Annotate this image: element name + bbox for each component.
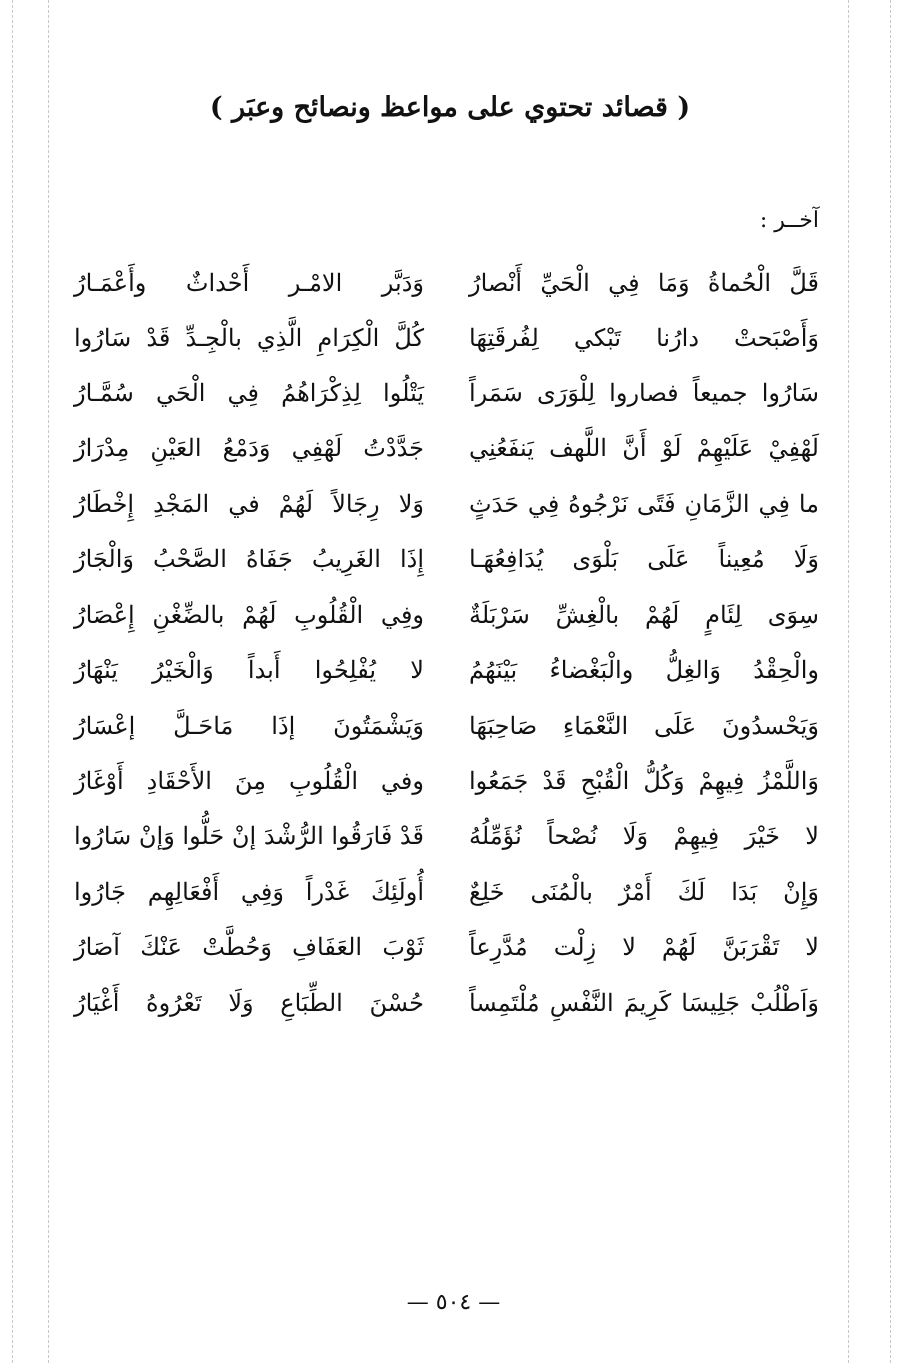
verse-first-hemistich: وَأَصْبَحتْ دارُنا تَبْكي لِفُرقَتِهَا bbox=[469, 324, 819, 352]
verse-first-hemistich: وَاللَّمْزُ فِيهِمْ وَكُلُّ الْقُبْحِ قَدْ جَمَعُوا bbox=[469, 767, 819, 795]
verse-second-hemistich: قَدْ فَارَقُوا الرُّشْدَ إنْ حَلُّوا وَإنْ سَارُوا bbox=[74, 822, 424, 850]
verse-second-hemistich: حُسْنَ الطِّبَاعِ وَلَا تَعْرُوهُ أَغْيَارُ bbox=[74, 989, 424, 1017]
verse-second-hemistich: وَيَشْمَتُونَ إذَا مَاحَـلَّ إعْسَارُ bbox=[74, 712, 424, 740]
verse-second-hemistich: جَدَّدْتُ لَهْفِي وَدَمْعُ العَيْنِ مِدْرَارُ bbox=[74, 434, 424, 462]
verse-first-hemistich: لا تَقْرَبَنَّ لَهُمْ لا زِلْت مُدَّرِعاً bbox=[469, 933, 819, 961]
verse-second-hemistich: لا يُفْلِحُوا أَبداً وَالْخَيْرُ يَنْهَارُ bbox=[74, 656, 424, 684]
verse-second-hemistich: أُولَئِكَ غَدْراً وَفِي أَفْعَالِهِم جَارُوا bbox=[74, 878, 424, 906]
poem bbox=[0, 262, 907, 1042]
verse-first-hemistich: وَيَحْسدُونَ عَلَى النَّعْمَاءِ صَاحِبَهَا bbox=[469, 712, 819, 740]
verse-second-hemistich: ثَوْبَ العَفَافِ وَحُطَّتْ عَنْكَ آصَارُ bbox=[74, 933, 424, 961]
poem-intro: آخــر : bbox=[759, 208, 819, 233]
verse-first-hemistich: لَهْفِيْ عَلَيْهِمْ لَوْ أَنَّ اللَّهف يَنفَعُنِي bbox=[469, 434, 819, 462]
verse-line bbox=[0, 427, 907, 487]
verse-first-hemistich: سَارُوا جميعاً فصاروا لِلْوَرَى سَمَراً bbox=[469, 379, 819, 407]
verse-second-hemistich: يَتْلُوا لِذِكْرَاهُمُ فِي الْحَي سُمَّـارُ bbox=[74, 379, 424, 407]
verse-line bbox=[0, 594, 907, 654]
verse-line bbox=[0, 815, 907, 875]
verse-first-hemistich: وَإِنْ بَدَا لَكَ أَمْرٌ بالْمُنَى خَلِعٌ bbox=[469, 878, 819, 906]
verse-line bbox=[0, 262, 907, 322]
verse-second-hemistich: وفِي الْقُلُوبِ لَهُمْ بالضِّغْنِ إِعْصَارُ bbox=[74, 601, 424, 629]
verse-first-hemistich: لا خَيْرَ فِيهِمْ وَلَا نُصْحاً نُؤَمِّلُهُ bbox=[469, 822, 819, 850]
verse-line bbox=[0, 483, 907, 543]
verse-line bbox=[0, 372, 907, 432]
verse-line bbox=[0, 649, 907, 709]
verse-line bbox=[0, 871, 907, 931]
page-title: ( قصائد تحتوي على مواعظ ونصائح وعبَر ) bbox=[209, 92, 691, 123]
verse-first-hemistich: وَاَطْلُبْ جَلِيسَا كَرِيمَ النَّفْسِ مُلْتَمِساً bbox=[469, 989, 819, 1017]
verse-second-hemistich: وَدَبَّر الامْـر أَحْداثٌ وأَعْمَـارُ bbox=[74, 269, 424, 297]
verse-line bbox=[0, 705, 907, 765]
verse-line bbox=[0, 760, 907, 820]
verse-line bbox=[0, 317, 907, 377]
verse-first-hemistich: وَلَا مُعِيناً عَلَى بَلْوَى يُدَافِعُهَـا bbox=[469, 545, 819, 573]
verse-second-hemistich: إِذَا الغَرِيبُ جَفَاهُ الصَّحْبُ وَالْجَارُ bbox=[74, 545, 424, 573]
verse-first-hemistich: ما فِي الزَّمَانِ فَتًى نَرْجُوهُ فِي حَدَثٍ bbox=[469, 490, 819, 518]
verse-first-hemistich: سِوَى لِئَامٍ لَهُمْ بالْغِشِّ سَرْبَلَةٌ bbox=[469, 601, 819, 629]
verse-line bbox=[0, 538, 907, 598]
verse-second-hemistich: وفي الْقُلُوبِ مِنَ الأَحْقَادِ أَوْغَارُ bbox=[74, 767, 424, 795]
verse-line bbox=[0, 926, 907, 986]
page-number: — ٥٠٤ — bbox=[406, 1290, 501, 1315]
verse-first-hemistich: قَلَّ الْحُماةُ وَمَا فِي الْحَيِّ أَنْصارُ bbox=[469, 269, 819, 297]
verse-line bbox=[0, 982, 907, 1042]
verse-first-hemistich: والْحِقْدُ وَالغِلُّ والْبَغْضاءُ بَيْنَهُمُ bbox=[469, 656, 819, 684]
verse-second-hemistich: كُلَّ الْكِرَامِ الَّذِي بالْجِـدِّ قَدْ سَارُوا bbox=[74, 324, 424, 352]
verse-second-hemistich: وَلا رِجَالاً لَهُمْ في المَجْدِ إِخْطَارُ bbox=[74, 490, 424, 518]
